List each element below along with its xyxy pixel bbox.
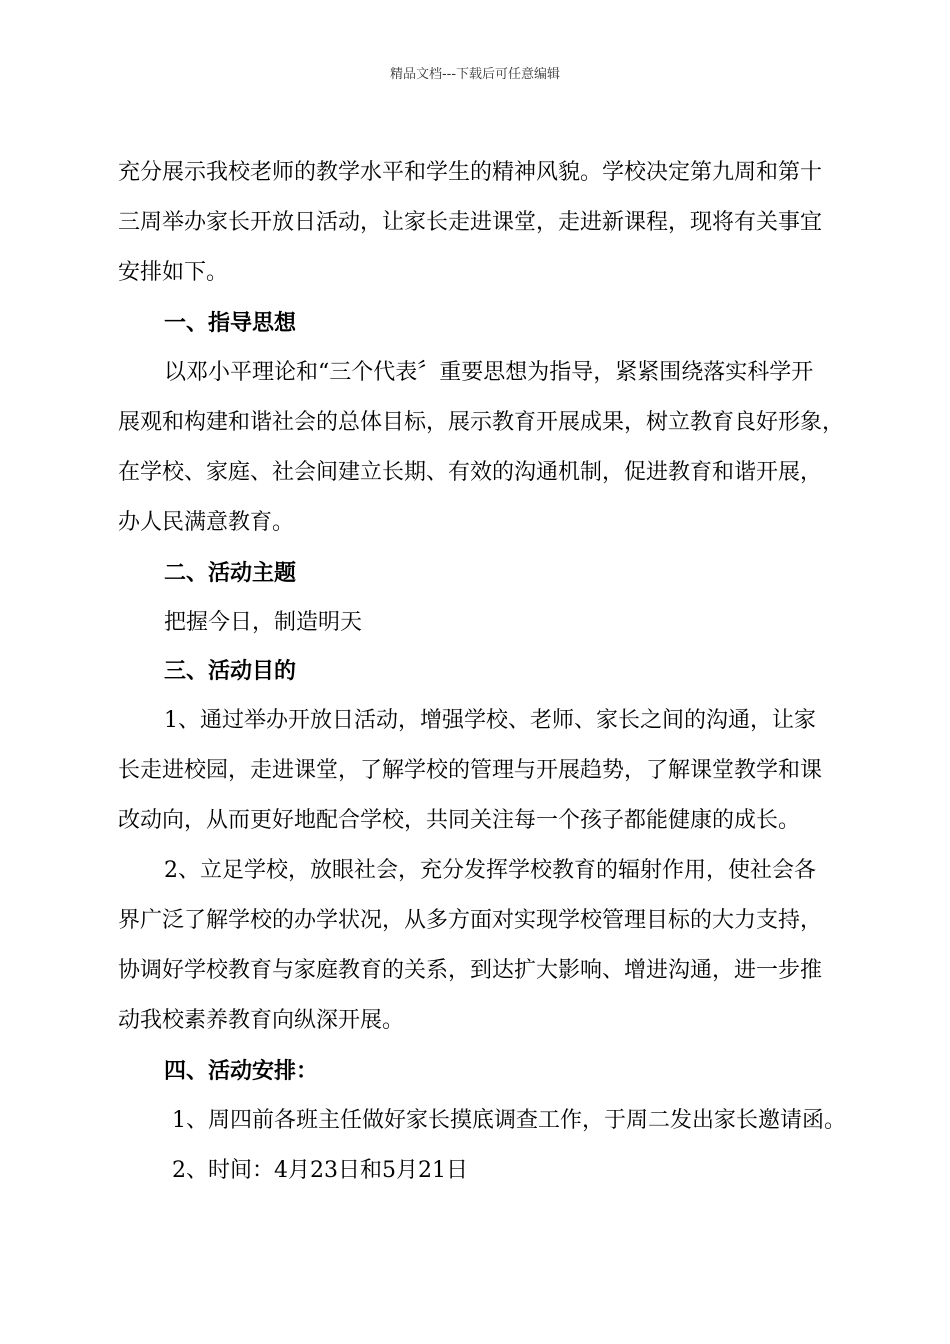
paragraph-line: 在学校、家庭、社会间建立长期、有效的沟通机制，促进教育和谐开展， [118,460,823,485]
paragraph-line: 办人民满意教育。 [118,510,295,535]
paragraph-line: 协调好学校教育与家庭教育的关系，到达扩大影响、增进沟通，进一步推 [118,958,823,983]
paragraph-line: 界广泛了解学校的办学状况，从多方面对实现学校管理目标的大力支持， [118,908,823,933]
paragraph-line: 2、时间：4月23日和5月21日 [172,1158,468,1183]
paragraph-line: 长走进校园，走进课堂，了解学校的管理与开展趋势，了解课堂教学和课 [118,758,823,783]
paragraph-line: 以邓小平理论和“三个代表〞重要思想为指导，紧紧围绕落实科学开 [164,360,814,385]
page-header: 精品文档---下载后可任意编辑 [389,67,561,82]
paragraph-line: 2、立足学校，放眼社会，充分发挥学校教育的辐射作用，使社会各 [164,858,816,883]
paragraph-line: 1、周四前各班主任做好家长摸底调查工作，于周二发出家长邀请函。 [172,1108,846,1133]
paragraph-line: 展观和构建和谐社会的总体目标，展示教育开展成果，树立教育良好形象， [118,410,845,435]
paragraph-line: 安排如下。 [118,260,229,285]
paragraph-line: 充分展示我校老师的教学水平和学生的精神风貌。学校决定第九周和第十 [118,160,823,185]
section-heading-purpose: 三、活动目的 [164,658,297,684]
paragraph-line: 1、通过举办开放日活动，增强学校、老师、家长之间的沟通，让家 [164,708,816,733]
paragraph-line: 改动向，从而更好地配合学校，共同关注每一个孩子都能健康的成长。 [118,808,801,833]
section-heading-theme: 二、活动主题 [164,560,297,586]
section-heading-arrangement: 四、活动安排： [164,1058,319,1084]
paragraph-line: 动我校素养教育向纵深开展。 [118,1008,405,1033]
paragraph-line: 把握今日，制造明天 [164,610,363,635]
paragraph-line: 三周举办家长开放日活动，让家长走进课堂，走进新课程，现将有关事宜 [118,210,823,235]
section-heading-guiding-ideology: 一、指导思想 [164,310,297,336]
